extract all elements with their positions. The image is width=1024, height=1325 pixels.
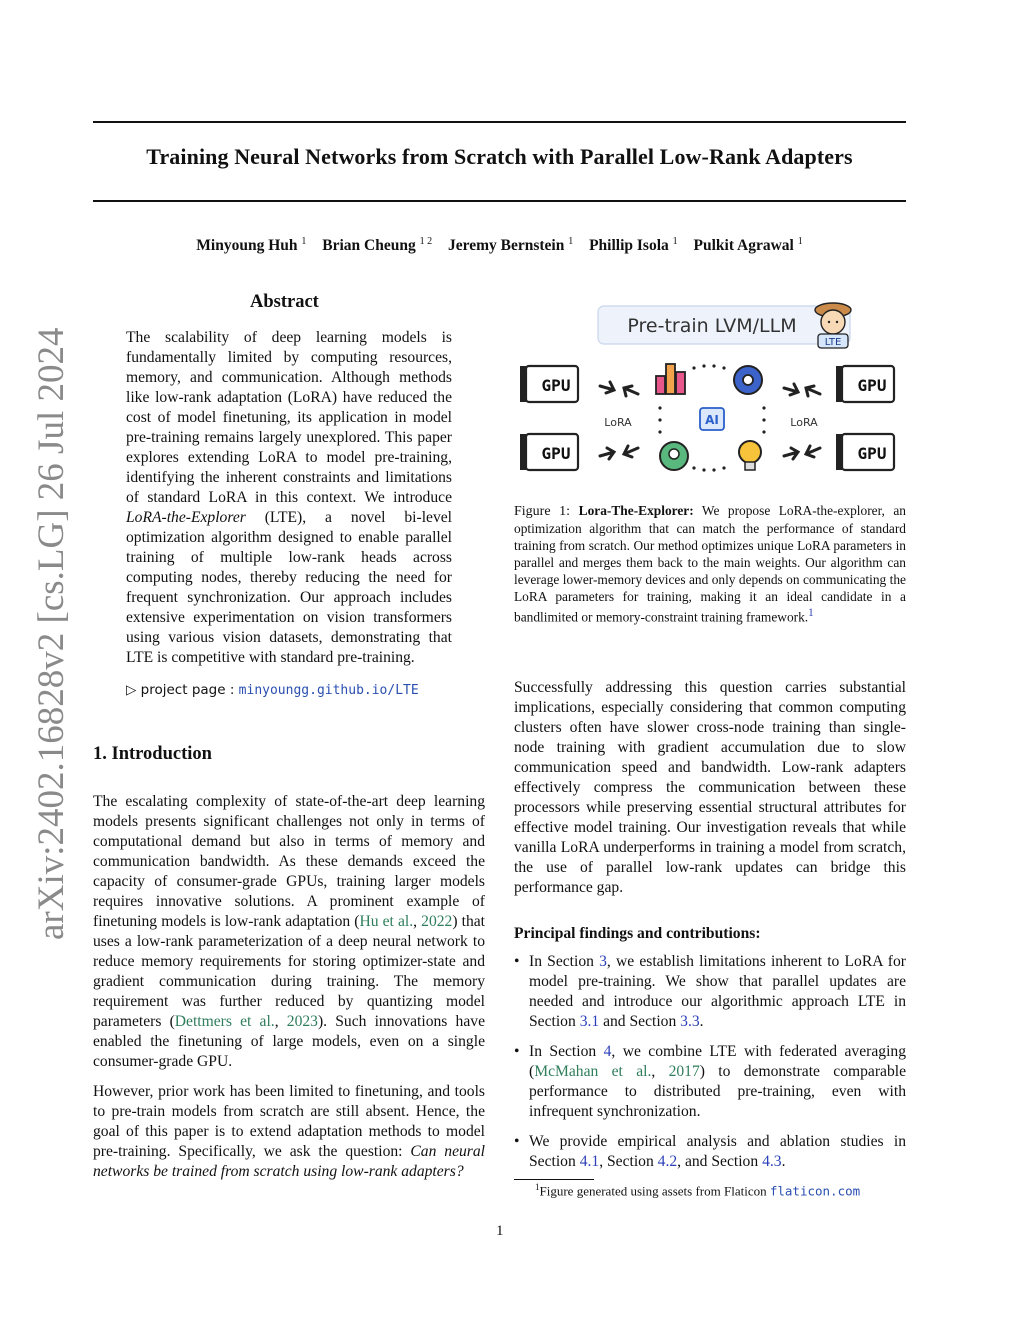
person-target-icon	[660, 442, 688, 470]
list-item: • In Section 3, we establish limitations inherent to LoRA for model pre-training. We show that parallel updates are needed and introduce our algorithmic approach LTE in Section 3.1 and Section 3.3.	[514, 952, 906, 1032]
citation-link[interactable]: McMahan et al.	[534, 1063, 652, 1080]
findings-heading: Principal findings and contributions:	[514, 925, 761, 942]
findings-list	[514, 952, 906, 1172]
page-number: 1	[496, 1223, 504, 1239]
footnote-rule	[514, 1179, 594, 1180]
svg-text:GPU: GPU	[857, 444, 887, 463]
author: Phillip Isola $^1$	[589, 236, 678, 255]
gpu-card	[520, 366, 578, 402]
list-item: • We provide empirical analysis and ablation studies in Section 4.1, Section 4.2, and Section 4.3.	[514, 1132, 906, 1172]
author: Jeremy Bernstein $^1$	[447, 236, 574, 255]
citation-year[interactable]: 2022	[421, 913, 453, 930]
gpu-card	[520, 434, 578, 470]
project-page: ▷ project page : minyoungg.github.io/LTE	[126, 682, 419, 698]
paper-title: Training Neural Networks from Scratch with Parallel Low-Rank Adapters	[146, 144, 853, 169]
footnote-ref[interactable]: 1	[808, 607, 814, 619]
lora-label: LoRA	[790, 416, 818, 429]
svg-text:AI: AI	[705, 413, 719, 427]
project-page-link[interactable]: minyoungg.github.io/LTE	[238, 683, 419, 698]
banner-label: Pre-train LVM/LLM	[627, 315, 797, 337]
figure-1	[514, 296, 906, 492]
section-ref[interactable]: 3	[599, 953, 607, 970]
section-ref[interactable]: 4.1	[579, 1153, 600, 1170]
paragraph: However, prior work has been limited to finetuning, and tools to pre-train models from scratch are still absent. Hence, the goal of this paper is to extend adaptation methods to model pre-training. Specifically, we ask the question: Can neural networks be trained from scratch using low-rank adapters?	[93, 1083, 486, 1180]
citation-link[interactable]: Hu et al.	[359, 913, 414, 930]
footnote-link[interactable]: flaticon.com	[769, 1183, 861, 1199]
gear-icon	[734, 366, 762, 394]
arxiv-identifier: arXiv:2402.16828v2 [cs.LG] 26 Jul 2024	[31, 327, 72, 940]
gpu-card	[836, 434, 894, 470]
author: Minyoung Huh $^1$	[196, 236, 307, 255]
footnote: $^1$Figure generated using assets from Flaticon flaticon.com	[535, 1182, 861, 1199]
ai-chip-icon	[700, 408, 724, 430]
lora-label: LoRA	[604, 416, 632, 429]
paragraph: The escalating complexity of state-of-the-art deep learning models presents significant challenges not only in terms of computational demand but also in terms of memory and communication bandwidth. As these demands exceed the capacity of consumer-grade GPUs, training larger models requires innovative solutions. A prominent example of finetuning models is low-rank adaptation (Hu et al., 2022) that uses a low-rank parameterization of a deep neural network to reduce memory requirements for storing optimizer-state and gradient communication during training. The memory requirement was further reduced by quantizing model parameters (Dettmers et al., 2023). Such innovations have enabled the finetuning of large models, even on a single consumer-grade GPU.	[93, 793, 486, 1070]
section-ref[interactable]: 4.2	[657, 1153, 678, 1170]
top-rule	[93, 121, 906, 123]
section-ref[interactable]: 3.1	[579, 1013, 600, 1030]
author: Brian Cheung $^{1 2}$	[322, 236, 433, 255]
bar-chart-icon	[656, 364, 685, 394]
list-item: • In Section 4, we combine LTE with federated averaging (McMahan et al., 2017) to demonstrate comparable performance to distributed pre-training, even with infrequent synchronization.	[514, 1042, 906, 1122]
svg-text:GPU: GPU	[857, 376, 887, 395]
figure-caption: Figure 1: Lora-The-Explorer: We propose LoRA-the-explorer, an optimization algorithm that can match the performance of standard training from scratch. Our method optimizes unique LoRA parameters in parallel and merges them back to the main weights. Our algorithm can leverage lower-memory devices and only depends on communicating the LoRA parameters for training, making it an ideal candidate in a bandlimited or memory-constraint training framework.$^1$	[514, 503, 906, 625]
citation-link[interactable]: Dettmers et al.	[174, 1013, 275, 1030]
lte-badge: LTE	[824, 337, 842, 348]
intro-text	[93, 792, 485, 1192]
author-list	[93, 236, 906, 255]
abstract-text: The scalability of deep learning models is fundamentally limited by computing resources, memory, and communication. Although methods like low-rank adaptation (LoRA) have reduced the cost of model finetuning, its application in model pre-training remains largely unexplored. This paper explores extending LoRA to model pre-training, identifying the inherent constraints and limitations of standard LoRA in this context. We introduce LoRA-the-Explorer (LTE), a novel bi-level optimization algorithm designed to enable parallel training of multiple low-rank heads across computing nodes, thereby reducing the need for frequent synchronization. Our approach includes extensive experimentation on vision transformers using various vision datasets, demonstrating that LTE is competitive with standard pre-training.	[126, 329, 452, 666]
author: Pulkit Agrawal $^1$	[693, 236, 803, 255]
section-heading: 1. Introduction	[93, 744, 212, 764]
citation-year[interactable]: 2017	[668, 1063, 700, 1080]
title-bottom-rule	[93, 200, 906, 202]
paragraph: Successfully addressing this question carries substantial implications, especially considering that common computing clusters often have slower cross-node training than single-node training with gradient accumulation due to slow communication speed and bandwidth. Low-rank adapters effectively compress the communication between these processors while preserving essential structural attributes for effective model training. Our investigation reveals that while vanilla LoRA underperforms in training a model from scratch, the use of parallel low-rank updates can bridge this performance gap.	[514, 679, 906, 896]
gpu-card	[836, 366, 894, 402]
right-column-text	[514, 678, 906, 1182]
citation-year[interactable]: 2023	[286, 1013, 318, 1030]
svg-text:GPU: GPU	[541, 376, 571, 395]
banner	[598, 306, 850, 344]
section-ref[interactable]: 4.3	[762, 1153, 782, 1170]
svg-text:GPU: GPU	[541, 444, 571, 463]
section-ref[interactable]: 3.3	[680, 1013, 700, 1030]
section-ref[interactable]: 4	[603, 1043, 612, 1060]
lightbulb-icon	[739, 441, 761, 470]
abstract-heading: Abstract	[250, 292, 319, 312]
